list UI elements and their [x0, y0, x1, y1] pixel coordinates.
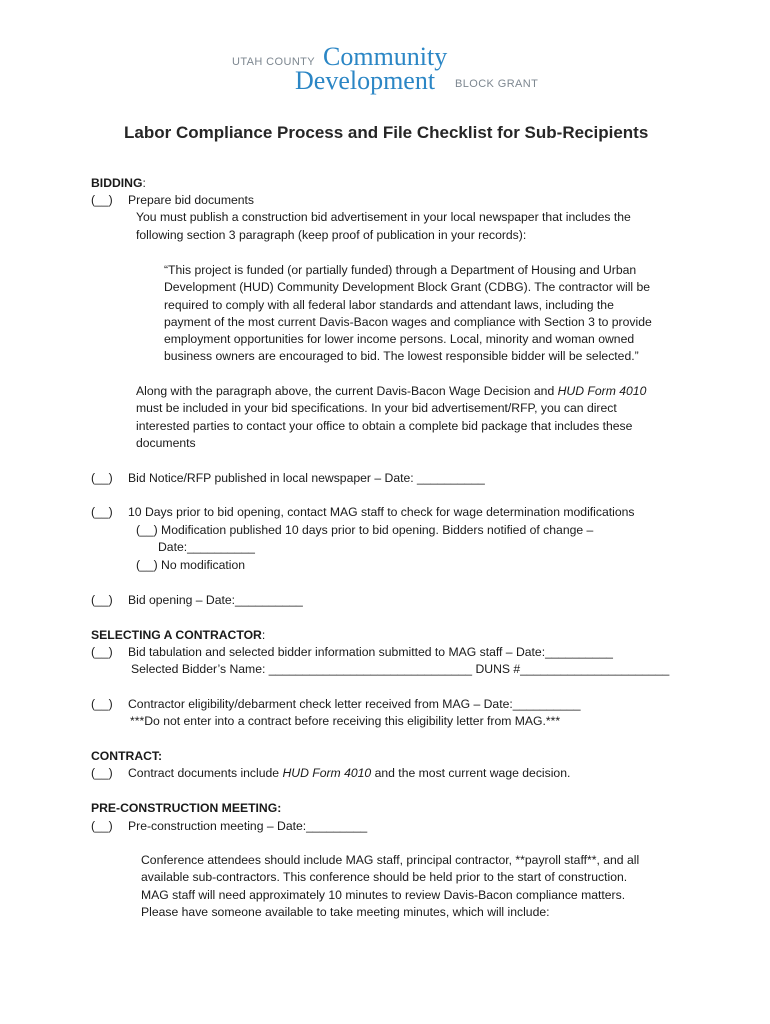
item-wage-check: 10 Days prior to bid opening, contact MAG staff to check for wage determination modifications [128, 505, 635, 519]
bidding-desc-line: following section 3 paragraph (keep proof of publication in your records): [136, 228, 527, 242]
item-prepare-bid: Prepare bid documents [128, 193, 255, 207]
item-bid-notice: Bid Notice/RFP published in local newspaper – Date: __________ [128, 471, 485, 485]
quote-line: business owners are encouraged to bid. The lowest responsible bidder will be selected.” [164, 349, 639, 364]
checkbox-bid-opening[interactable]: (__) [91, 593, 113, 607]
checkbox-contract-docs[interactable]: (__) [91, 766, 113, 780]
quote-line: required to comply with all federal labor standards and attendant laws, including the [164, 297, 614, 312]
conference-line: Please have someone available to take meeting minutes, which will include: [141, 904, 550, 919]
logo-community-text: Community [323, 42, 448, 71]
conference-line: MAG staff will need approximately 10 minutes to review Davis-Bacon compliance matters. [141, 887, 626, 902]
along-paragraph [136, 383, 646, 452]
quote-line: payment of the most current Davis-Bacon wages and compliance with Section 3 to provide [164, 314, 652, 329]
quote-line: employment opportunities for lower income persons. Local, minority and woman owned [164, 332, 635, 347]
conference-paragraph [141, 852, 639, 921]
checkbox-wage-check[interactable]: (__) [91, 505, 113, 519]
checkbox-preconstruction[interactable]: (__) [91, 819, 113, 833]
contract-heading: CONTRACT: [91, 749, 163, 763]
along-line: must be included in your bid specifications. In your bid advertisement/RFP, you can direct [136, 401, 617, 416]
quote-line: “This project is funded (or partially funded) through a Department of Housing and Urban [164, 263, 637, 277]
along-line: Along with the paragraph above, the current Davis-Bacon Wage Decision and HUD Form 4010 [136, 384, 647, 398]
along-line: documents [136, 435, 196, 450]
subitem-modification-date: Date:__________ [158, 540, 255, 554]
subitem-modification[interactable]: (__) Modification published 10 days prior to bid opening. Bidders notified of change – [136, 523, 594, 537]
preconstruction-heading: PRE-CONSTRUCTION MEETING: [91, 801, 282, 815]
conference-line: available sub-contractors. This conference should be held prior to the start of construction. [141, 870, 628, 885]
item-eligibility: Contractor eligibility/debarment check letter received from MAG – Date:__________ [128, 697, 581, 711]
bidding-desc-line: You must publish a construction bid advertisement in your local newspaper that includes the [136, 210, 631, 224]
eligibility-warning: ***Do not enter into a contract before receiving this eligibility letter from MAG.*** [130, 714, 561, 728]
quote-line: Development (HUD) Community Development Block Grant (CDBG). The contractor will be [164, 280, 651, 295]
item-bid-opening: Bid opening – Date:__________ [128, 593, 303, 607]
item-contract-docs: Contract documents include HUD Form 4010 and the most current wage decision. [128, 766, 571, 780]
checkbox-bid-notice[interactable]: (__) [91, 471, 113, 485]
subitem-no-modification[interactable]: (__) No modification [136, 558, 246, 572]
selecting-heading: SELECTING A CONTRACTOR: [91, 628, 266, 642]
checkbox-bid-tabulation[interactable]: (__) [91, 645, 113, 659]
item-selected-bidder: Selected Bidder’s Name: ______________________________ DUNS #______________________ [131, 662, 670, 676]
item-preconstruction: Pre-construction meeting – Date:_________ [128, 819, 368, 833]
checkbox-prepare-bid[interactable]: (__) [91, 193, 113, 207]
bidding-heading: BIDDING: [91, 176, 146, 190]
page-title: Labor Compliance Process and File Checklist for Sub-Recipients [124, 123, 649, 142]
section3-quote [164, 262, 652, 366]
item-bid-tabulation: Bid tabulation and selected bidder information submitted to MAG staff – Date:__________ [128, 645, 613, 659]
logo-county-text: UTAH COUNTY [232, 56, 316, 68]
logo-development-text: Development [295, 66, 436, 95]
logo-block-grant-text: BLOCK GRANT [455, 78, 539, 90]
along-line: interested parties to contact your office to obtain a complete bid package that includes these [136, 418, 633, 433]
conference-line: Conference attendees should include MAG staff, principal contractor, **payroll staff**, and all [141, 853, 640, 867]
checkbox-eligibility[interactable]: (__) [91, 697, 113, 711]
